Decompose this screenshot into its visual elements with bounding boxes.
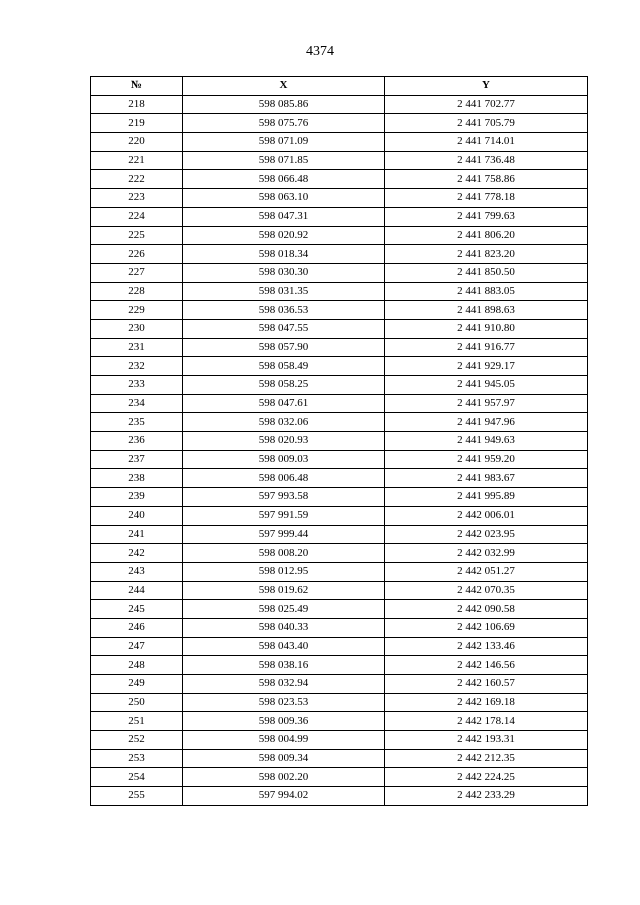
cell-y: 2 441 898.63: [385, 301, 588, 320]
cell-y: 2 441 736.48: [385, 151, 588, 170]
cell-x: 598 009.36: [183, 712, 385, 731]
cell-number: 227: [91, 263, 183, 282]
cell-y: 2 442 178.14: [385, 712, 588, 731]
cell-y: 2 442 032.99: [385, 544, 588, 563]
header-x: X: [183, 77, 385, 96]
cell-number: 228: [91, 282, 183, 301]
cell-number: 251: [91, 712, 183, 731]
cell-x: 598 075.76: [183, 114, 385, 133]
cell-x: 598 063.10: [183, 189, 385, 208]
cell-x: 598 047.55: [183, 319, 385, 338]
table-row: [91, 749, 588, 768]
table-header-row: [91, 77, 588, 96]
cell-y: 2 441 945.05: [385, 376, 588, 395]
table-row: [91, 637, 588, 656]
cell-number: 237: [91, 450, 183, 469]
cell-y: 2 441 929.17: [385, 357, 588, 376]
cell-y: 2 441 702.77: [385, 95, 588, 114]
cell-number: 254: [91, 768, 183, 787]
cell-y: 2 441 799.63: [385, 207, 588, 226]
cell-number: 247: [91, 637, 183, 656]
table-row: [91, 114, 588, 133]
cell-y: 2 442 070.35: [385, 581, 588, 600]
cell-y: 2 442 169.18: [385, 693, 588, 712]
table-body: [91, 95, 588, 805]
cell-x: 598 009.03: [183, 450, 385, 469]
cell-x: 598 030.30: [183, 263, 385, 282]
cell-y: 2 441 778.18: [385, 189, 588, 208]
cell-number: 231: [91, 338, 183, 357]
cell-y: 2 442 006.01: [385, 506, 588, 525]
cell-x: 597 994.02: [183, 787, 385, 806]
cell-number: 252: [91, 731, 183, 750]
header-y: Y: [385, 77, 588, 96]
cell-y: 2 441 910.80: [385, 319, 588, 338]
cell-y: 2 441 714.01: [385, 133, 588, 152]
cell-x: 598 036.53: [183, 301, 385, 320]
header-number: №: [91, 77, 183, 96]
table-row: [91, 376, 588, 395]
cell-number: 224: [91, 207, 183, 226]
cell-x: 598 006.48: [183, 469, 385, 488]
table-row: [91, 787, 588, 806]
cell-x: 598 020.93: [183, 432, 385, 451]
cell-y: 2 441 983.67: [385, 469, 588, 488]
cell-x: 598 032.94: [183, 675, 385, 694]
table-row: [91, 245, 588, 264]
cell-x: 598 004.99: [183, 731, 385, 750]
cell-number: 246: [91, 618, 183, 637]
cell-number: 238: [91, 469, 183, 488]
cell-number: 236: [91, 432, 183, 451]
cell-number: 225: [91, 226, 183, 245]
cell-number: 222: [91, 170, 183, 189]
cell-y: 2 441 806.20: [385, 226, 588, 245]
cell-number: 243: [91, 562, 183, 581]
cell-y: 2 442 023.95: [385, 525, 588, 544]
cell-x: 598 002.20: [183, 768, 385, 787]
table-row: [91, 207, 588, 226]
table-row: [91, 618, 588, 637]
cell-x: 598 008.20: [183, 544, 385, 563]
table-row: [91, 600, 588, 619]
cell-number: 242: [91, 544, 183, 563]
cell-number: 235: [91, 413, 183, 432]
table-row: [91, 544, 588, 563]
cell-number: 248: [91, 656, 183, 675]
cell-number: 245: [91, 600, 183, 619]
cell-x: 598 071.85: [183, 151, 385, 170]
table-row: [91, 95, 588, 114]
cell-y: 2 442 133.46: [385, 637, 588, 656]
cell-x: 598 038.16: [183, 656, 385, 675]
cell-x: 598 025.49: [183, 600, 385, 619]
table-row: [91, 338, 588, 357]
coordinates-table: [90, 76, 588, 806]
cell-number: 226: [91, 245, 183, 264]
cell-number: 255: [91, 787, 183, 806]
table-row: [91, 357, 588, 376]
cell-x: 598 047.31: [183, 207, 385, 226]
cell-number: 244: [91, 581, 183, 600]
table-row: [91, 675, 588, 694]
cell-x: 598 012.95: [183, 562, 385, 581]
cell-y: 2 441 758.86: [385, 170, 588, 189]
cell-number: 234: [91, 394, 183, 413]
table-row: [91, 731, 588, 750]
cell-number: 229: [91, 301, 183, 320]
cell-number: 232: [91, 357, 183, 376]
cell-number: 249: [91, 675, 183, 694]
cell-y: 2 442 090.58: [385, 600, 588, 619]
table-row: [91, 581, 588, 600]
cell-y: 2 442 106.69: [385, 618, 588, 637]
table-row: [91, 226, 588, 245]
cell-y: 2 441 883.05: [385, 282, 588, 301]
cell-number: 253: [91, 749, 183, 768]
table-row: [91, 263, 588, 282]
cell-y: 2 441 957.97: [385, 394, 588, 413]
cell-x: 597 999.44: [183, 525, 385, 544]
table-row: [91, 488, 588, 507]
table-row: [91, 394, 588, 413]
table-row: [91, 189, 588, 208]
table-row: [91, 693, 588, 712]
cell-x: 598 032.06: [183, 413, 385, 432]
cell-y: 2 441 916.77: [385, 338, 588, 357]
cell-number: 233: [91, 376, 183, 395]
cell-y: 2 441 947.96: [385, 413, 588, 432]
cell-x: 597 993.58: [183, 488, 385, 507]
table-row: [91, 525, 588, 544]
cell-number: 240: [91, 506, 183, 525]
cell-y: 2 442 212.35: [385, 749, 588, 768]
table-row: [91, 282, 588, 301]
cell-x: 598 023.53: [183, 693, 385, 712]
cell-y: 2 442 146.56: [385, 656, 588, 675]
cell-number: 218: [91, 95, 183, 114]
cell-number: 230: [91, 319, 183, 338]
table-row: [91, 301, 588, 320]
cell-x: 598 043.40: [183, 637, 385, 656]
table-row: [91, 562, 588, 581]
table-row: [91, 506, 588, 525]
table-row: [91, 170, 588, 189]
table-row: [91, 712, 588, 731]
cell-number: 219: [91, 114, 183, 133]
cell-x: 598 058.49: [183, 357, 385, 376]
cell-number: 220: [91, 133, 183, 152]
cell-number: 250: [91, 693, 183, 712]
cell-number: 223: [91, 189, 183, 208]
table-row: [91, 450, 588, 469]
table-row: [91, 469, 588, 488]
table-row: [91, 151, 588, 170]
cell-x: 598 020.92: [183, 226, 385, 245]
cell-y: 2 442 193.31: [385, 731, 588, 750]
cell-y: 2 442 224.25: [385, 768, 588, 787]
cell-x: 598 031.35: [183, 282, 385, 301]
cell-y: 2 441 850.50: [385, 263, 588, 282]
cell-y: 2 441 705.79: [385, 114, 588, 133]
cell-x: 598 071.09: [183, 133, 385, 152]
table-row: [91, 656, 588, 675]
cell-y: 2 441 949.63: [385, 432, 588, 451]
table-row: [91, 319, 588, 338]
cell-number: 221: [91, 151, 183, 170]
cell-x: 598 009.34: [183, 749, 385, 768]
cell-y: 2 441 959.20: [385, 450, 588, 469]
cell-y: 2 442 233.29: [385, 787, 588, 806]
cell-x: 598 085.86: [183, 95, 385, 114]
cell-x: 598 066.48: [183, 170, 385, 189]
cell-y: 2 442 051.27: [385, 562, 588, 581]
table-row: [91, 432, 588, 451]
table-row: [91, 768, 588, 787]
cell-x: 598 058.25: [183, 376, 385, 395]
cell-x: 597 991.59: [183, 506, 385, 525]
cell-x: 598 040.33: [183, 618, 385, 637]
cell-number: 239: [91, 488, 183, 507]
cell-y: 2 441 823.20: [385, 245, 588, 264]
table-row: [91, 413, 588, 432]
cell-y: 2 441 995.89: [385, 488, 588, 507]
table-row: [91, 133, 588, 152]
cell-x: 598 018.34: [183, 245, 385, 264]
cell-x: 598 057.90: [183, 338, 385, 357]
cell-x: 598 047.61: [183, 394, 385, 413]
page-number: 4374: [306, 44, 334, 59]
cell-number: 241: [91, 525, 183, 544]
cell-x: 598 019.62: [183, 581, 385, 600]
cell-y: 2 442 160.57: [385, 675, 588, 694]
